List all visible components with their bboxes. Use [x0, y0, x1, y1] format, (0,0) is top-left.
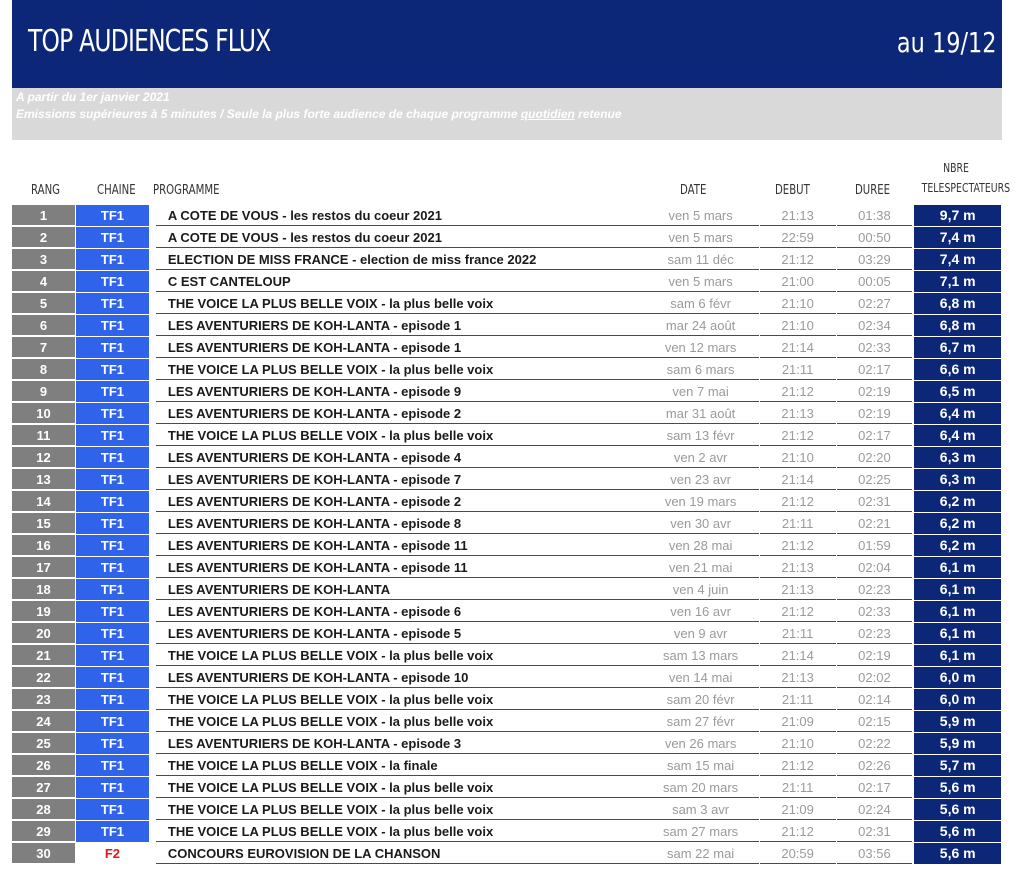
table-row [12, 425, 1001, 446]
table-row [12, 491, 1001, 512]
date-cell: ven 14 mai [643, 667, 759, 688]
note-line-1: A partir du 1er janvier 2021 [16, 90, 170, 104]
date-cell: ven 28 mai [643, 535, 759, 556]
date-cell: ven 12 mars [643, 337, 759, 358]
programme-cell: LES AVENTURIERS DE KOH-LANTA - episode 3 [156, 733, 643, 754]
programme-cell: THE VOICE LA PLUS BELLE VOIX - la plus belle voix [156, 711, 643, 732]
viewers-cell: 6,3 m [914, 469, 1001, 490]
table-row [12, 733, 1001, 754]
rank-cell: 3 [12, 249, 75, 270]
viewers-cell: 7,4 m [914, 227, 1001, 248]
column-header-programme: PROGRAMME [153, 183, 220, 198]
duration-cell: 01:38 [837, 205, 913, 226]
date-cell: sam 27 févr [643, 711, 759, 732]
duration-cell: 02:27 [837, 293, 913, 314]
rank-cell: 26 [12, 755, 75, 776]
table-row [12, 557, 1001, 578]
programme-cell: THE VOICE LA PLUS BELLE VOIX - la plus belle voix [156, 799, 643, 820]
table-row [12, 777, 1001, 798]
programme-cell: LES AVENTURIERS DE KOH-LANTA - episode 6 [156, 601, 643, 622]
note-line-2-start: Emissions supérieures à 5 minutes / Seule la plus forte audience de chaque programme [16, 107, 521, 121]
duration-cell: 00:50 [837, 227, 913, 248]
date-cell: sam 20 mars [643, 777, 759, 798]
start-time-cell: 21:10 [760, 447, 836, 468]
start-time-cell: 21:12 [760, 491, 836, 512]
start-time-cell: 21:09 [760, 711, 836, 732]
date-cell: ven 7 mai [643, 381, 759, 402]
table-row [12, 579, 1001, 600]
note-line-2-end: retenue [574, 107, 622, 121]
rank-cell: 13 [12, 469, 75, 490]
viewers-cell: 6,4 m [914, 425, 1001, 446]
rank-cell: 11 [12, 425, 75, 446]
programme-cell: THE VOICE LA PLUS BELLE VOIX - la plus belle voix [156, 425, 643, 446]
programme-cell: LES AVENTURIERS DE KOH-LANTA - episode 5 [156, 623, 643, 644]
programme-cell: LES AVENTURIERS DE KOH-LANTA - episode 7 [156, 469, 643, 490]
duration-cell: 02:31 [837, 821, 913, 842]
rank-cell: 16 [12, 535, 75, 556]
channel-cell: TF1 [76, 755, 149, 776]
rank-cell: 6 [12, 315, 75, 336]
rank-cell: 24 [12, 711, 75, 732]
rank-cell: 8 [12, 359, 75, 380]
table-row [12, 689, 1001, 710]
table-row [12, 271, 1001, 292]
channel-cell: TF1 [76, 733, 149, 754]
programme-cell: THE VOICE LA PLUS BELLE VOIX - la plus belle voix [156, 821, 643, 842]
duration-cell: 02:14 [837, 689, 913, 710]
table-row [12, 535, 1001, 556]
start-time-cell: 21:14 [760, 469, 836, 490]
date-cell: ven 16 avr [643, 601, 759, 622]
start-time-cell: 21:11 [760, 359, 836, 380]
channel-cell: TF1 [76, 557, 149, 578]
channel-cell: TF1 [76, 667, 149, 688]
date-cell: ven 5 mars [643, 271, 759, 292]
date-cell: mar 31 août [643, 403, 759, 424]
channel-cell: TF1 [76, 359, 149, 380]
channel-cell: TF1 [76, 315, 149, 336]
duration-cell: 02:19 [837, 381, 913, 402]
table-row [12, 337, 1001, 358]
duration-cell: 02:17 [837, 425, 913, 446]
viewers-cell: 6,8 m [914, 293, 1001, 314]
rank-cell: 20 [12, 623, 75, 644]
channel-cell: TF1 [76, 689, 149, 710]
table-row [12, 843, 1001, 864]
start-time-cell: 21:12 [760, 821, 836, 842]
rank-cell: 21 [12, 645, 75, 666]
date-cell: sam 15 mai [643, 755, 759, 776]
subheader-notes [12, 88, 1002, 140]
channel-cell: TF1 [76, 271, 149, 292]
date-cell: sam 13 févr [643, 425, 759, 446]
date-cell: ven 30 avr [643, 513, 759, 534]
date-cell: sam 6 mars [643, 359, 759, 380]
page-title: TOP AUDIENCES FLUX [28, 24, 271, 59]
duration-cell: 02:20 [837, 447, 913, 468]
duration-cell: 02:02 [837, 667, 913, 688]
table-row [12, 601, 1001, 622]
viewers-cell: 6,1 m [914, 645, 1001, 666]
programme-cell: A COTE DE VOUS - les restos du coeur 2021 [156, 205, 643, 226]
start-time-cell: 21:12 [760, 755, 836, 776]
viewers-cell: 6,1 m [914, 601, 1001, 622]
viewers-cell: 6,2 m [914, 513, 1001, 534]
start-time-cell: 20:59 [760, 843, 836, 864]
programme-cell: LES AVENTURIERS DE KOH-LANTA [156, 579, 643, 600]
start-time-cell: 21:10 [760, 293, 836, 314]
programme-cell: ELECTION DE MISS FRANCE - election de miss france 2022 [156, 249, 643, 270]
rank-cell: 27 [12, 777, 75, 798]
duration-cell: 01:59 [837, 535, 913, 556]
viewers-cell: 7,4 m [914, 249, 1001, 270]
programme-cell: A COTE DE VOUS - les restos du coeur 2021 [156, 227, 643, 248]
start-time-cell: 21:13 [760, 403, 836, 424]
viewers-cell: 5,6 m [914, 843, 1001, 864]
viewers-cell: 6,8 m [914, 315, 1001, 336]
channel-cell: F2 [76, 843, 149, 864]
column-header-rang: RANG [31, 183, 61, 198]
duration-cell: 03:56 [837, 843, 913, 864]
channel-cell: TF1 [76, 535, 149, 556]
duration-cell: 02:04 [837, 557, 913, 578]
date-cell: sam 3 avr [643, 799, 759, 820]
start-time-cell: 21:11 [760, 623, 836, 644]
channel-cell: TF1 [76, 249, 149, 270]
viewers-cell: 6,4 m [914, 403, 1001, 424]
programme-cell: THE VOICE LA PLUS BELLE VOIX - la plus belle voix [156, 689, 643, 710]
programme-cell: LES AVENTURIERS DE KOH-LANTA - episode 2 [156, 491, 643, 512]
date-cell: sam 22 mai [643, 843, 759, 864]
date-cell: ven 26 mars [643, 733, 759, 754]
start-time-cell: 21:11 [760, 513, 836, 534]
programme-cell: THE VOICE LA PLUS BELLE VOIX - la plus belle voix [156, 777, 643, 798]
duration-cell: 02:15 [837, 711, 913, 732]
date-cell: ven 19 mars [643, 491, 759, 512]
programme-cell: LES AVENTURIERS DE KOH-LANTA - episode 1 [156, 337, 643, 358]
start-time-cell: 21:12 [760, 535, 836, 556]
viewers-cell: 5,6 m [914, 777, 1001, 798]
duration-cell: 02:33 [837, 601, 913, 622]
duration-cell: 02:19 [837, 403, 913, 424]
channel-cell: TF1 [76, 381, 149, 402]
note-underlined-word: quotidien [520, 107, 575, 121]
start-time-cell: 21:00 [760, 271, 836, 292]
channel-cell: TF1 [76, 403, 149, 424]
channel-cell: TF1 [76, 205, 149, 226]
start-time-cell: 21:12 [760, 425, 836, 446]
channel-cell: TF1 [76, 337, 149, 358]
viewers-cell: 9,7 m [914, 205, 1001, 226]
column-header-date: DATE [680, 183, 707, 198]
duration-cell: 03:29 [837, 249, 913, 270]
table-row [12, 205, 1001, 226]
start-time-cell: 21:10 [760, 733, 836, 754]
programme-cell: CONCOURS EUROVISION DE LA CHANSON [156, 843, 643, 864]
duration-cell: 02:21 [837, 513, 913, 534]
table-row [12, 447, 1001, 468]
viewers-cell: 6,1 m [914, 579, 1001, 600]
rank-cell: 15 [12, 513, 75, 534]
date-cell: sam 20 févr [643, 689, 759, 710]
viewers-cell: 5,7 m [914, 755, 1001, 776]
channel-cell: TF1 [76, 513, 149, 534]
date-cell: sam 27 mars [643, 821, 759, 842]
date-cell: ven 5 mars [643, 205, 759, 226]
start-time-cell: 21:14 [760, 337, 836, 358]
rank-cell: 17 [12, 557, 75, 578]
channel-cell: TF1 [76, 601, 149, 622]
column-header-nbre-line1: NBRE [943, 161, 969, 175]
viewers-cell: 5,9 m [914, 733, 1001, 754]
programme-cell: THE VOICE LA PLUS BELLE VOIX - la finale [156, 755, 643, 776]
channel-cell: TF1 [76, 579, 149, 600]
rank-cell: 4 [12, 271, 75, 292]
programme-cell: LES AVENTURIERS DE KOH-LANTA - episode 10 [156, 667, 643, 688]
viewers-cell: 5,9 m [914, 711, 1001, 732]
channel-cell: TF1 [76, 799, 149, 820]
table-row [12, 403, 1001, 424]
start-time-cell: 22:59 [760, 227, 836, 248]
date-cell: mar 24 août [643, 315, 759, 336]
programme-cell: THE VOICE LA PLUS BELLE VOIX - la plus belle voix [156, 293, 643, 314]
duration-cell: 02:23 [837, 579, 913, 600]
rank-cell: 18 [12, 579, 75, 600]
duration-cell: 02:22 [837, 733, 913, 754]
date-cell: sam 13 mars [643, 645, 759, 666]
rank-cell: 5 [12, 293, 75, 314]
rank-cell: 29 [12, 821, 75, 842]
programme-cell: LES AVENTURIERS DE KOH-LANTA - episode 9 [156, 381, 643, 402]
start-time-cell: 21:14 [760, 645, 836, 666]
date-cell: ven 9 avr [643, 623, 759, 644]
rank-cell: 28 [12, 799, 75, 820]
channel-cell: TF1 [76, 645, 149, 666]
rank-cell: 25 [12, 733, 75, 754]
column-header-nbre-line2: TELESPECTATEURS [921, 181, 1011, 195]
viewers-cell: 5,6 m [914, 821, 1001, 842]
channel-cell: TF1 [76, 821, 149, 842]
channel-cell: TF1 [76, 469, 149, 490]
rank-cell: 12 [12, 447, 75, 468]
table-row [12, 711, 1001, 732]
column-header-debut: DEBUT [775, 183, 810, 198]
report-date: au 19/12 [896, 26, 996, 59]
channel-cell: TF1 [76, 623, 149, 644]
column-header-telespectateurs [921, 158, 1011, 198]
date-cell: sam 11 déc [643, 249, 759, 270]
viewers-cell: 6,5 m [914, 381, 1001, 402]
duration-cell: 02:19 [837, 645, 913, 666]
table-row [12, 755, 1001, 776]
duration-cell: 02:33 [837, 337, 913, 358]
duration-cell: 02:34 [837, 315, 913, 336]
table-row [12, 293, 1001, 314]
channel-cell: TF1 [76, 491, 149, 512]
table-row [12, 315, 1001, 336]
viewers-cell: 6,0 m [914, 667, 1001, 688]
start-time-cell: 21:13 [760, 205, 836, 226]
table-row [12, 667, 1001, 688]
table-row [12, 513, 1001, 534]
header-banner [12, 0, 1002, 88]
viewers-cell: 6,6 m [914, 359, 1001, 380]
rank-cell: 19 [12, 601, 75, 622]
viewers-cell: 6,2 m [914, 491, 1001, 512]
programme-cell: THE VOICE LA PLUS BELLE VOIX - la plus belle voix [156, 645, 643, 666]
start-time-cell: 21:09 [760, 799, 836, 820]
duration-cell: 02:24 [837, 799, 913, 820]
viewers-cell: 7,1 m [914, 271, 1001, 292]
table-row [12, 469, 1001, 490]
table-row [12, 645, 1001, 666]
start-time-cell: 21:12 [760, 249, 836, 270]
start-time-cell: 21:10 [760, 315, 836, 336]
programme-cell: LES AVENTURIERS DE KOH-LANTA - episode 4 [156, 447, 643, 468]
start-time-cell: 21:12 [760, 601, 836, 622]
channel-cell: TF1 [76, 227, 149, 248]
audience-table [12, 205, 1001, 865]
note-line-2 [16, 107, 622, 121]
viewers-cell: 5,6 m [914, 799, 1001, 820]
rank-cell: 23 [12, 689, 75, 710]
rank-cell: 22 [12, 667, 75, 688]
start-time-cell: 21:11 [760, 777, 836, 798]
table-row [12, 359, 1001, 380]
date-cell: ven 23 avr [643, 469, 759, 490]
viewers-cell: 6,7 m [914, 337, 1001, 358]
column-header-duree: DUREE [855, 183, 891, 198]
column-header-chaine: CHAINE [97, 183, 136, 198]
start-time-cell: 21:11 [760, 689, 836, 710]
viewers-cell: 6,2 m [914, 535, 1001, 556]
duration-cell: 02:26 [837, 755, 913, 776]
table-row [12, 821, 1001, 842]
programme-cell: LES AVENTURIERS DE KOH-LANTA - episode 11 [156, 557, 643, 578]
channel-cell: TF1 [76, 711, 149, 732]
start-time-cell: 21:12 [760, 381, 836, 402]
programme-cell: C EST CANTELOUP [156, 271, 643, 292]
programme-cell: LES AVENTURIERS DE KOH-LANTA - episode 8 [156, 513, 643, 534]
rank-cell: 30 [12, 843, 75, 864]
channel-cell: TF1 [76, 425, 149, 446]
rank-cell: 1 [12, 205, 75, 226]
rank-cell: 7 [12, 337, 75, 358]
duration-cell: 02:25 [837, 469, 913, 490]
start-time-cell: 21:13 [760, 667, 836, 688]
channel-cell: TF1 [76, 293, 149, 314]
rank-cell: 9 [12, 381, 75, 402]
viewers-cell: 6,1 m [914, 557, 1001, 578]
start-time-cell: 21:13 [760, 579, 836, 600]
date-cell: ven 2 avr [643, 447, 759, 468]
duration-cell: 02:23 [837, 623, 913, 644]
channel-cell: TF1 [76, 777, 149, 798]
duration-cell: 02:17 [837, 359, 913, 380]
viewers-cell: 6,3 m [914, 447, 1001, 468]
date-cell: ven 21 mai [643, 557, 759, 578]
date-cell: ven 5 mars [643, 227, 759, 248]
date-cell: sam 6 févr [643, 293, 759, 314]
date-cell: ven 4 juin [643, 579, 759, 600]
table-row [12, 799, 1001, 820]
duration-cell: 00:05 [837, 271, 913, 292]
table-row [12, 249, 1001, 270]
channel-cell: TF1 [76, 447, 149, 468]
table-row [12, 623, 1001, 644]
viewers-cell: 6,0 m [914, 689, 1001, 710]
rank-cell: 10 [12, 403, 75, 424]
table-row [12, 381, 1001, 402]
start-time-cell: 21:13 [760, 557, 836, 578]
programme-cell: LES AVENTURIERS DE KOH-LANTA - episode 1 [156, 315, 643, 336]
rank-cell: 2 [12, 227, 75, 248]
duration-cell: 02:31 [837, 491, 913, 512]
viewers-cell: 6,1 m [914, 623, 1001, 644]
programme-cell: THE VOICE LA PLUS BELLE VOIX - la plus belle voix [156, 359, 643, 380]
programme-cell: LES AVENTURIERS DE KOH-LANTA - episode 11 [156, 535, 643, 556]
rank-cell: 14 [12, 491, 75, 512]
table-row [12, 227, 1001, 248]
duration-cell: 02:17 [837, 777, 913, 798]
programme-cell: LES AVENTURIERS DE KOH-LANTA - episode 2 [156, 403, 643, 424]
